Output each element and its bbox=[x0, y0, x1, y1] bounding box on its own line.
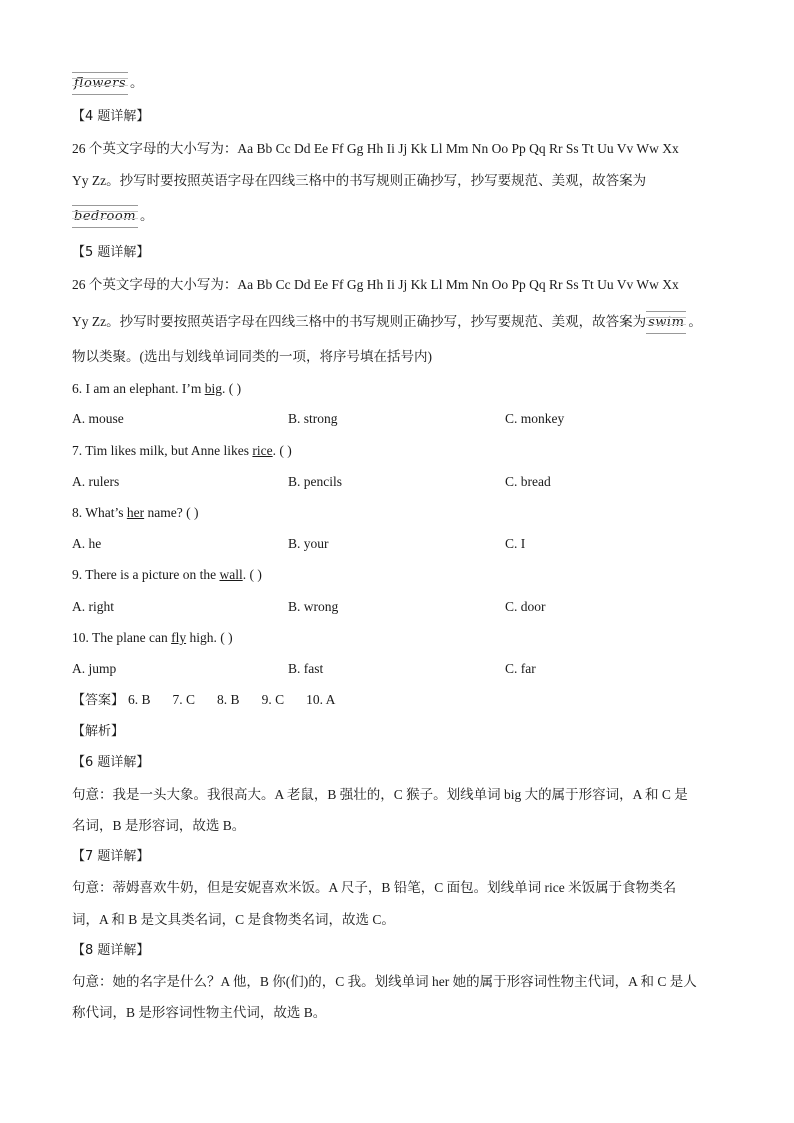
q6-detail-heading: 【6 题详解】 bbox=[72, 755, 150, 770]
answer-tag: 【答案】 bbox=[72, 693, 125, 708]
handwriting-bedroom: bedroom bbox=[72, 205, 138, 228]
q7-option-c: C. bread bbox=[505, 474, 551, 489]
q10-option-b: B. fast bbox=[288, 661, 324, 676]
q6-option-a: A. mouse bbox=[72, 411, 124, 426]
q8-option-c: C. I bbox=[505, 536, 526, 551]
question-9: 9. There is a picture on the wall. ( ) bbox=[72, 567, 262, 582]
answer-item: 8. B bbox=[217, 692, 240, 707]
question-10: 10. The plane can fly high. ( ) bbox=[72, 630, 233, 645]
question-8: 8. What’s her name? ( ) bbox=[72, 505, 199, 520]
q4-heading: 【4 题详解】 bbox=[72, 109, 150, 124]
q8-detail-line1: 句意：她的名字是什么？A 他，B 你(们)的，C 我。划线单词 her 她的属于形容词性物主代词，A 和 C 是人 bbox=[72, 974, 697, 989]
q8-option-a: A. he bbox=[72, 536, 102, 551]
underlined-word: rice bbox=[252, 443, 273, 458]
q9-option-b: B. wrong bbox=[288, 599, 339, 614]
q7-option-a: A. rulers bbox=[72, 474, 120, 489]
underlined-word: her bbox=[126, 505, 145, 520]
answer-item: 10. A bbox=[306, 692, 336, 707]
q10-option-c: C. far bbox=[505, 661, 536, 676]
handwriting-flowers: flowers bbox=[72, 72, 128, 95]
underlined-word: fly bbox=[171, 630, 187, 645]
q6-option-b: B. strong bbox=[288, 411, 338, 426]
q5-text-line2: Yy Zz。抄写时要按照英语字母在四线三格中的书写规则正确抄写，抄写要规范、美观，故答案为 swim 。 bbox=[72, 311, 702, 334]
handwriting-swim: swim bbox=[646, 311, 686, 334]
q4-answer-line: bedroom 。 bbox=[72, 205, 154, 228]
q7-detail-heading: 【7 题详解】 bbox=[72, 849, 150, 864]
q7-detail-line2: 词，A 和 B 是文具类名词，C 是食物类名词，故选 C。 bbox=[72, 912, 395, 927]
q5-heading: 【5 题详解】 bbox=[72, 245, 150, 260]
section-title: 物以类聚。(选出与划线单词同类的一项，将序号填在括号内) bbox=[72, 349, 432, 364]
q9-option-a: A. right bbox=[72, 599, 114, 614]
q4-text-line1: 26 个英文字母的大小写为：Aa Bb Cc Dd Ee Ff Gg Hh Ii Jj Kk Ll Mm Nn Oo Pp Qq Rr Ss Tt Uu Vv Ww Xx bbox=[72, 141, 679, 156]
q6-option-c: C. monkey bbox=[505, 411, 565, 426]
q7-detail-line1: 句意：蒂姆喜欢牛奶，但是安妮喜欢米饭。A 尺子，B 铅笔，C 面包。划线单词 rice 米饭属于食物类名 bbox=[72, 880, 677, 895]
q6-detail-line2: 名词，B 是形容词，故选 B。 bbox=[72, 818, 246, 833]
q9-option-c: C. door bbox=[505, 599, 546, 614]
question-7: 7. Tim likes milk, but Anne likes rice. ( ) bbox=[72, 443, 292, 458]
underlined-word: big bbox=[204, 381, 222, 396]
answer-item: 6. B bbox=[128, 692, 151, 707]
q8-option-b: B. your bbox=[288, 536, 329, 551]
answer-row bbox=[72, 691, 357, 710]
q10-option-a: A. jump bbox=[72, 661, 117, 676]
underlined-word: wall bbox=[219, 567, 243, 582]
q8-detail-heading: 【8 题详解】 bbox=[72, 943, 150, 958]
q7-option-b: B. pencils bbox=[288, 474, 342, 489]
q5-text-line1: 26 个英文字母的大小写为：Aa Bb Cc Dd Ee Ff Gg Hh Ii Jj Kk Ll Mm Nn Oo Pp Qq Rr Ss Tt Uu Vv Ww Xx bbox=[72, 277, 679, 292]
answer-item: 9. C bbox=[261, 692, 285, 707]
answer-flowers-line: flowers 。 bbox=[72, 72, 144, 95]
q8-detail-line2: 称代词，B 是形容词性物主代词，故选 B。 bbox=[72, 1005, 327, 1020]
q6-detail-line1: 句意：我是一头大象。我很高大。A 老鼠，B 强壮的，C 猴子。划线单词 big 大的属于形容词，A 和 C 是 bbox=[72, 787, 688, 802]
q4-text-line2: Yy Zz。抄写时要按照英语字母在四线三格中的书写规则正确抄写，抄写要规范、美观，故答案为 bbox=[72, 173, 647, 188]
answer-item: 7. C bbox=[172, 692, 196, 707]
question-6: 6. I am an elephant. I’m big. ( ) bbox=[72, 381, 242, 396]
analysis-heading: 【解析】 bbox=[72, 724, 125, 739]
